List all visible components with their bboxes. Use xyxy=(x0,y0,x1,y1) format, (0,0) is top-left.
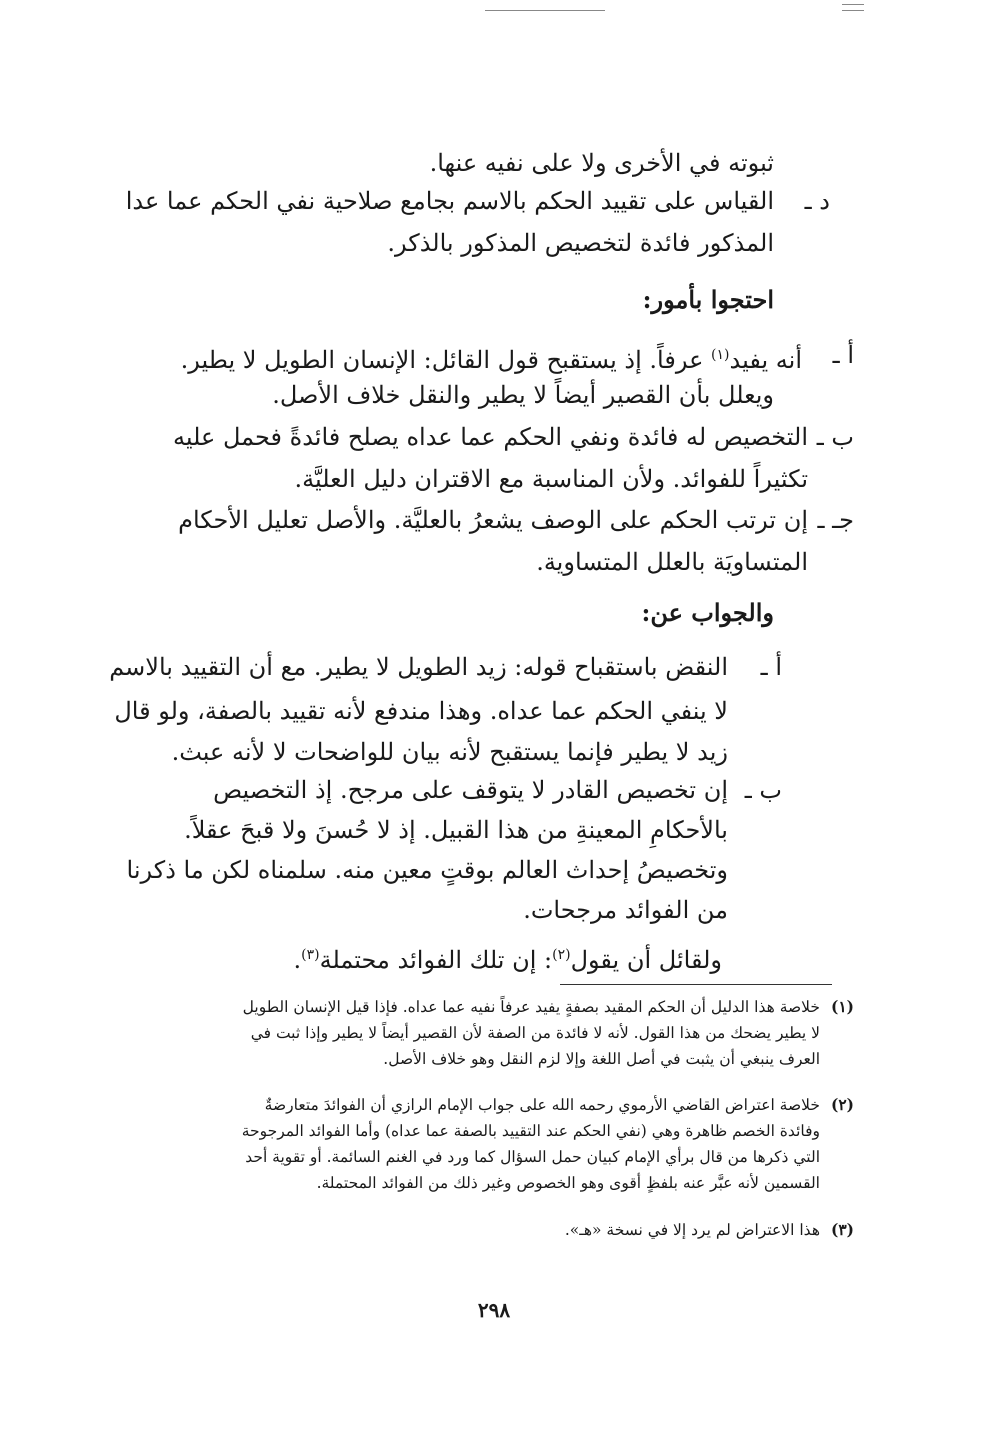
footnote-line: لا يطير يضحك من هذا القول. لأنه لا فائدة من الصفة لأن القصير أيضاً لا يطير وإذا ثبت في xyxy=(250,1024,820,1042)
item-label-d: د ـ xyxy=(804,187,830,215)
footnote-ref: (١) xyxy=(711,347,730,363)
footnote-line: وفائدة الخصم ظاهرة وهي (نفي الحكم عند التقييد بالصفة عما عداه) وأما الفوائد المرجوحة xyxy=(241,1122,820,1140)
body-line: ويعلل بأن القصير أيضاً لا يطير والنقل خلاف الأصل. xyxy=(272,381,774,409)
body-text: : إن تلك الفوائد محتملة xyxy=(319,946,553,974)
footnote-divider xyxy=(560,984,832,985)
body-text: أنه يفيد xyxy=(729,346,802,374)
body-line: إن تخصيص القادر لا يتوقف على مرجح. إذ التخصيص xyxy=(213,776,728,804)
body-line: القياس على تقييد الحكم بالاسم بجامع صلاحية نفي الحكم عما عدا xyxy=(125,187,774,215)
footnote-number: (١) xyxy=(830,997,854,1016)
body-text: . xyxy=(293,946,302,974)
corner-mark xyxy=(842,4,864,5)
item-label-a: أ ـ xyxy=(760,653,782,681)
body-line: زيد لا يطير فإنما يستقبح لأنه بيان للواضحات لا لأنه عبث. xyxy=(171,738,728,766)
body-line: تكثيراً للفوائد. ولأن المناسبة مع الاقتران دليل العليَّة. xyxy=(294,465,808,493)
section-heading: والجواب عن: xyxy=(641,598,774,627)
corner-mark xyxy=(842,10,864,11)
body-text: عرفاً. إذ يستقبح قول القائل: الإنسان الطويل لا يطير. xyxy=(180,346,712,374)
footnote-line: التي ذكرها من قال برأي الإمام كبيان حمل السؤال كما ورد في الغنم السائمة. أو تقوية أحد xyxy=(245,1148,820,1166)
page-number: ٢٩٨ xyxy=(477,1298,511,1322)
body-line: النقض باستقباح قوله: زيد الطويل لا يطير. مع أن التقييد بالاسم xyxy=(109,653,728,681)
body-line: ثبوته في الأخرى ولا على نفيه عنها. xyxy=(429,149,774,177)
body-line: إن ترتب الحكم على الوصف يشعرُ بالعليَّة. والأصل تعليل الأحكام xyxy=(178,506,808,534)
header-rule xyxy=(485,10,605,11)
body-line: المتساويَة بالعلل المتساوية. xyxy=(536,548,808,576)
item-label-a: أ ـ xyxy=(832,341,854,369)
body-line: المذكور فائدة لتخصيص المذكور بالذكر. xyxy=(387,229,774,257)
body-line xyxy=(294,938,723,977)
body-line: وتخصيصُ إحداث العالم بوقتٍ معين منه. سلمناه لكن ما ذكرنا xyxy=(126,856,728,884)
footnote-line: خلاصة اعتراض القاضي الأرموي رحمه الله على جواب الإمام الرازي أن الفوائدَ متعارضةٌ xyxy=(264,1096,820,1114)
footnote-line: القسمين لأنه عبَّر عنه بلفظٍ أقوى وهو الخصوص وغير ذلك من الفوائد المحتملة. xyxy=(316,1174,820,1192)
body-line: لا ينفي الحكم عما عداه. وهذا مندفع لأنه تقييد بالصفة، ولو قال xyxy=(114,697,728,725)
item-label-b: ب ـ xyxy=(744,776,782,804)
body-line: التخصيص له فائدة ونفي الحكم عما عداه يصلح فائدةً فحمل عليه xyxy=(172,423,808,451)
footnote-line: هذا الاعتراض لم يرد إلا في نسخة «هـ». xyxy=(564,1221,820,1239)
item-label-b: ب ـ xyxy=(816,423,854,451)
footnote-ref: (٢) xyxy=(552,947,571,963)
footnote-number: (٢) xyxy=(830,1095,854,1114)
body-line: بالأحكامِ المعينةِ من هذا القبيل. إذ لا حُسنَ ولا قبحَ عقلاً. xyxy=(184,816,728,844)
footnote-line: خلاصة هذا الدليل أن الحكم المقيد بصفةٍ يفيد عرفاً نفيه عما عداه. فإذا قيل الإنسان الطويل xyxy=(242,998,820,1016)
section-heading: احتجوا بأمور: xyxy=(642,285,774,314)
item-label-j: جـ ـ xyxy=(817,506,854,534)
footnote-line: العرف ينبغي أن يثبت في أصل اللغة وإلا لزم النقل وهو خلاف الأصل. xyxy=(383,1050,820,1068)
footnote-number: (٣) xyxy=(830,1220,854,1239)
body-line: من الفوائد مرجحات. xyxy=(523,896,728,924)
body-text: ولقائل أن يقول xyxy=(570,946,722,974)
footnote-ref: (٣) xyxy=(301,947,320,963)
body-line xyxy=(181,338,802,377)
